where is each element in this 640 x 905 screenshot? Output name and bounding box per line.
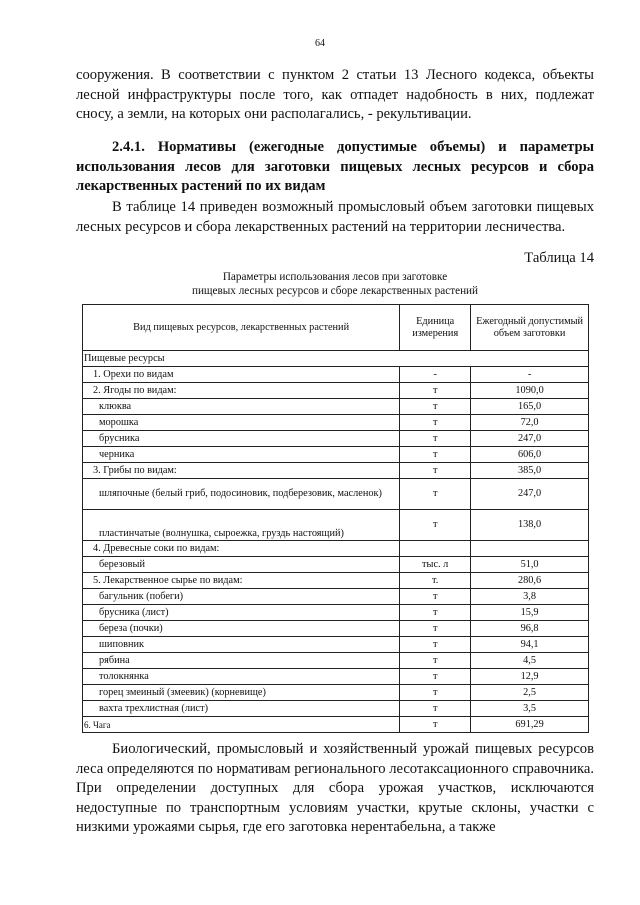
table-row [83,431,589,447]
section-heading: 2.4.1. Нормативы (ежегодные допустимые объемы) и параметры использования лесов для заготовки пищевых лесных ресурсов и сбора лекарственных растений по их видам [76,139,594,194]
row-name: черника [83,447,400,463]
row-name: горец змеиный (змеевик) (корневище) [83,685,400,701]
row-name: рябина [83,653,400,669]
row-unit: т [400,701,471,717]
row-value: 606,0 [471,447,589,463]
row-value: 385,0 [471,463,589,479]
row-value: 247,0 [471,431,589,447]
table-row [83,541,589,557]
row-value: - [471,367,589,383]
header-annual-volume: Ежегодный допустимый объем заготовки [471,305,589,351]
row-name: береза (почки) [83,621,400,637]
row-value: 691,29 [471,717,589,733]
table-row [83,367,589,383]
row-value: 3,5 [471,701,589,717]
paragraph-yield [76,740,594,838]
row-unit: т [400,447,471,463]
row-value: 12,9 [471,669,589,685]
table-row [83,399,589,415]
row-value: 3,8 [471,589,589,605]
row-name: брусника [83,431,400,447]
header-unit: Единица измерения [400,305,471,351]
row-name: 1. Орехи по видам [83,367,400,383]
row-unit: тыс. л [400,557,471,573]
table-row [83,605,589,621]
table-section-row [83,351,589,367]
row-unit: т [400,637,471,653]
row-unit: т [400,479,471,510]
row-unit: т [400,383,471,399]
section-food-resources: Пищевые ресурсы [83,351,589,367]
table-row [83,621,589,637]
row-unit: т [400,589,471,605]
table-row [83,383,589,399]
row-name: пластинчатые (волнушка, сыроежка, груздь настоящий) [83,510,400,541]
table-row [83,573,589,589]
paragraph-table-intro: В таблице 14 приведен возможный промысловый объем заготовки пищевых лесных ресурсов и сбора лекарственных растений на территории лесничества. [76,199,594,235]
row-name: вахта трехлистная (лист) [83,701,400,717]
table-row [83,479,589,510]
table-row [83,415,589,431]
row-unit: т [400,621,471,637]
paragraph-yield-text: Биологический, промысловый и хозяйственный урожай пищевых ресурсов леса определяются по нормативам регионального лесотаксационного справочника. При определении доступных для сбора урожая участков, исключаются недоступные по транспортным условиям участки, крутые склоны, участки с низкими урожаями сырья, где его заготовка нерентабельна, а также [76,741,594,835]
row-value: 72,0 [471,415,589,431]
row-name: клюква [83,399,400,415]
row-name: 5. Лекарственное сырье по видам: [83,573,400,589]
row-unit: т [400,431,471,447]
row-name: морошка [83,415,400,431]
row-name: 3. Грибы по видам: [83,463,400,479]
paragraph-infrastructure: сооружения. В соответствии с пунктом 2 статьи 13 Лесного кодекса, объекты лесной инфраструктуры после того, как отпадет надобность в них, подлежат сносу, а земли, на которых они располагались, - рекультивации. [76,67,594,122]
row-name: 4. Древесные соки по видам: [83,541,400,557]
row-value: 4,5 [471,653,589,669]
table-row [83,447,589,463]
row-name: 6. Чага [83,717,400,733]
table-row [83,510,589,541]
row-unit: т [400,399,471,415]
row-value: 138,0 [471,510,589,541]
table-row [83,589,589,605]
row-value: 15,9 [471,605,589,621]
row-value [471,541,589,557]
row-unit: т [400,415,471,431]
row-value: 94,1 [471,637,589,653]
row-name: багульник (побеги) [83,589,400,605]
row-value: 280,6 [471,573,589,589]
row-unit: т [400,717,471,733]
table-caption-line1: Параметры использования лесов при заготовке [222,271,448,283]
row-unit: т [400,669,471,685]
table-row [83,717,589,733]
row-unit: т [400,510,471,541]
row-unit: т. [400,573,471,589]
table-caption [76,270,594,298]
table-row [83,637,589,653]
row-value: 96,8 [471,621,589,637]
table-row [83,653,589,669]
row-name: брусника (лист) [83,605,400,621]
row-unit: - [400,367,471,383]
row-name: 2. Ягоды по видам: [83,383,400,399]
row-value: 247,0 [471,479,589,510]
row-name: шиповник [83,637,400,653]
table-row [83,557,589,573]
row-unit: т [400,685,471,701]
table-row [83,701,589,717]
page-number: 64 [315,38,325,49]
row-value: 165,0 [471,399,589,415]
row-name: шляпочные (белый гриб, подосиновик, подберезовик, масленок) [83,479,400,510]
row-name: толокнянка [83,669,400,685]
table-header-row [83,305,589,351]
row-unit [400,541,471,557]
row-unit: т [400,463,471,479]
header-resource-type: Вид пищевых ресурсов, лекарственных растений [83,305,400,351]
row-name: березовый [83,557,400,573]
row-value: 1090,0 [471,383,589,399]
table-number: Таблица 14 [524,250,594,266]
row-value: 51,0 [471,557,589,573]
row-unit: т [400,653,471,669]
table-caption-line2: пищевых лесных ресурсов и сборе лекарственных растений [191,285,479,297]
table-row [83,669,589,685]
table-row [83,685,589,701]
table-row [83,463,589,479]
row-value: 2,5 [471,685,589,701]
resources-table [82,304,589,733]
row-unit: т [400,605,471,621]
